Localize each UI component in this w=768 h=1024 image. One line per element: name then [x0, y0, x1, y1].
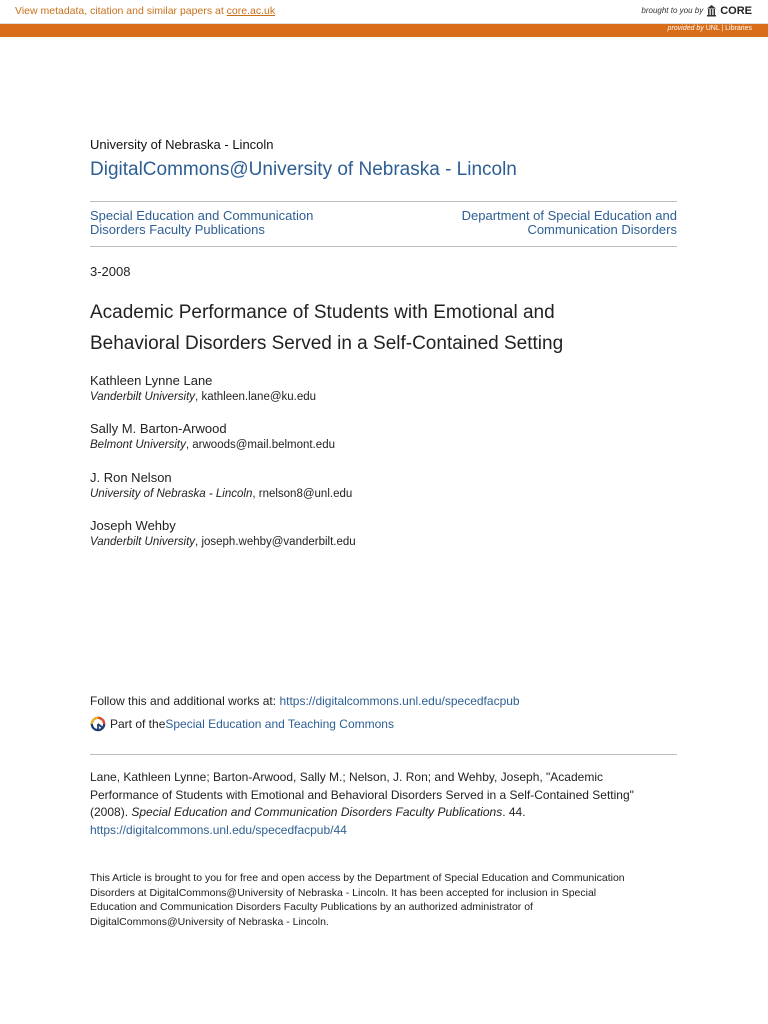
author-name[interactable]: Sally M. Barton-Arwood — [90, 421, 227, 436]
department-link[interactable] — [417, 209, 677, 237]
publication-date: 3-2008 — [90, 264, 131, 279]
author-name[interactable]: Joseph Wehby — [90, 518, 176, 533]
citation-line2: Performance of Students with Emotional and Behavioral Disorders Served in a Self-Contained Setting" — [90, 787, 634, 802]
core-view-text: View metadata, citation and similar papers at — [15, 5, 227, 17]
collection-line2: Disorders Faculty Publications — [90, 222, 265, 237]
department-line2: Communication Disorders — [527, 222, 677, 237]
author-name[interactable]: Kathleen Lynne Lane — [90, 373, 213, 388]
institution-name: University of Nebraska - Lincoln — [90, 137, 274, 152]
follow-line — [90, 694, 520, 708]
divider-collections — [90, 246, 677, 247]
repository-link[interactable]: DigitalCommons@University of Nebraska - Lincoln — [90, 159, 517, 180]
part-of-text: Part of the — [110, 717, 166, 731]
author-entry — [90, 373, 650, 405]
divider-citation — [90, 754, 677, 755]
citation-series: Special Education and Communication Disorders Faculty Publications — [131, 805, 503, 819]
notice-line2: Disorders at DigitalCommons@University of Nebraska - Lincoln. It has been accepted for inclusion in Special — [90, 886, 597, 899]
citation-year: (2008). — [90, 805, 132, 819]
author-affiliation: University of Nebraska - Lincoln, rnelson8@unl.edu — [90, 488, 353, 500]
provided-by — [668, 25, 752, 32]
citation-number: . 44. — [502, 805, 526, 819]
affiliation: University of Nebraska - Lincoln — [90, 488, 253, 500]
article-title — [90, 297, 650, 359]
core-provided-bar — [0, 24, 768, 37]
author-entry — [90, 421, 650, 453]
author-email[interactable]: rnelson8@unl.edu — [258, 488, 353, 500]
notice-line1: This Article is brought to you for free and open access by the Department of Special Education and Communication — [90, 872, 625, 884]
author-email[interactable]: arwoods@mail.belmont.edu — [192, 439, 335, 451]
author-entry — [90, 470, 650, 502]
provided-by-value: UNL | Libraries — [705, 25, 752, 32]
author-affiliation: Vanderbilt University, joseph.wehby@vanderbilt.edu — [90, 536, 356, 548]
citation-line3 — [90, 804, 670, 822]
core-brought-text: brought to you by — [641, 6, 704, 15]
follow-text: Follow this and additional works at: — [90, 694, 280, 708]
collection-link[interactable] — [90, 209, 370, 237]
collection-line1: Special Education and Communication — [90, 208, 314, 223]
notice-line3: Education and Communication Disorders Faculty Publications by an authorized administrator of — [90, 901, 533, 913]
affiliation: Vanderbilt University — [90, 391, 196, 403]
notice-line4: DigitalCommons@University of Nebraska - Lincoln. — [90, 915, 329, 928]
title-line1: Academic Performance of Students with Emotional and — [90, 302, 555, 323]
follow-link[interactable]: https://digitalcommons.unl.edu/specedfacpub — [279, 694, 520, 708]
title-line2: Behavioral Disorders Served in a Self-Contained Setting — [90, 333, 564, 354]
core-view-metadata — [15, 5, 275, 17]
part-of-line — [90, 716, 394, 732]
author-affiliation: Belmont University, arwoods@mail.belmont.edu — [90, 439, 335, 451]
core-brought-by[interactable] — [641, 4, 752, 17]
author-entry — [90, 518, 650, 550]
department-line1: Department of Special Education and — [461, 208, 677, 223]
author-name[interactable]: J. Ron Nelson — [90, 470, 172, 485]
core-link[interactable]: core.ac.uk — [226, 5, 276, 17]
commons-link[interactable]: Special Education and Teaching Commons — [165, 717, 394, 731]
core-logo-icon — [706, 4, 717, 17]
commons-network-icon — [90, 716, 106, 732]
access-notice — [90, 871, 675, 929]
author-email[interactable]: joseph.wehby@vanderbilt.edu — [201, 536, 356, 548]
core-brand: CORE — [720, 4, 752, 17]
author-email[interactable]: kathleen.lane@ku.edu — [201, 391, 317, 403]
provided-by-label: provided by — [667, 25, 704, 32]
affiliation: Vanderbilt University — [90, 536, 196, 548]
author-affiliation: Vanderbilt University, kathleen.lane@ku.edu — [90, 391, 317, 403]
recommended-citation — [90, 769, 670, 839]
core-banner — [0, 0, 768, 24]
affiliation: Belmont University — [90, 439, 186, 451]
divider-top — [90, 201, 677, 202]
citation-line1: Lane, Kathleen Lynne; Barton-Arwood, Sally M.; Nelson, J. Ron; and Wehby, Joseph, "Academic — [90, 770, 603, 784]
citation-url[interactable]: https://digitalcommons.unl.edu/specedfacpub/44 — [90, 822, 347, 837]
